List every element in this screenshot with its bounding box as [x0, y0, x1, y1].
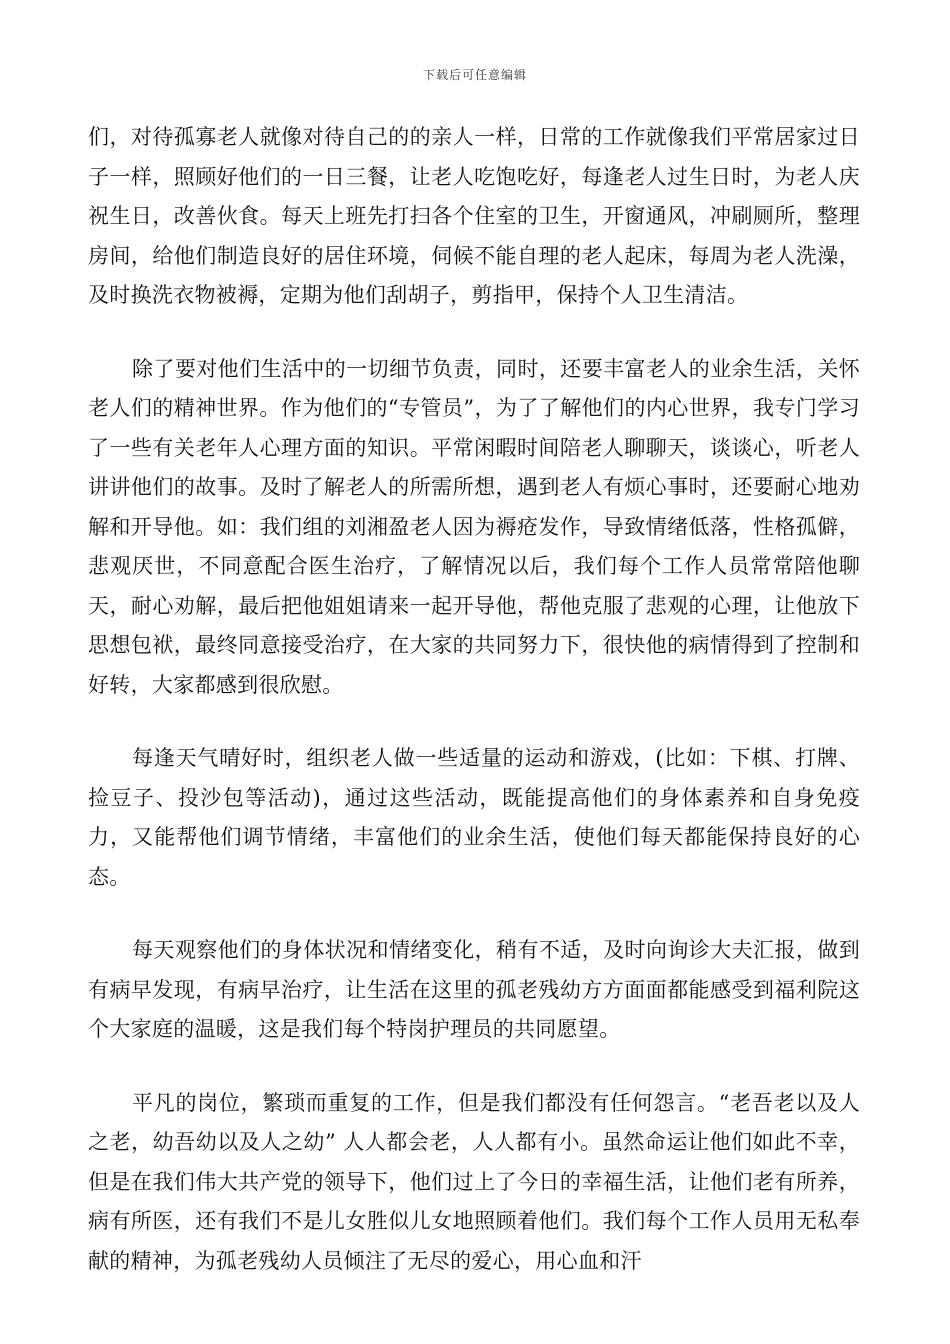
- paragraph-5: 平凡的岗位，繁琐而重复的工作，但是我们都没有任何怨言。“老吾老以及人之老，幼吾幼以及人之幼” 人人都会老，人人都有小。虽然命运让他们如此不幸，但是在我们伟大共产党的领导下，他们过上了今日的幸福生活，让他们老有所养，病有所医，还有我们不是儿女胜似儿女地照顾着他们。我们每个工作人员用无私奉献的精神，为孤老残幼人员倾注了无尽的爱心，用心血和汗: [88, 1090, 860, 1273]
- page-header: 下载后可任意编辑: [422, 68, 527, 82]
- document-body: [88, 118, 860, 1315]
- paragraph-3: 每逢天气晴好时，组织老人做一些适量的运动和游戏，(比如：下棋、打牌、捡豆子、投沙包等活动)，通过这些活动，既能提高他们的身体素养和自身免疫力，又能帮他们调节情绪，丰富他们的业余生活，使他们每天都能保持良好的心态。: [88, 746, 860, 889]
- paragraph-2: 除了要对他们生活中的一切细节负责，同时，还要丰富老人的业余生活，关怀老人们的精神世界。作为他们的“专管员”，为了了解他们的内心世界，我专门学习了一些有关老年人心理方面的知识。平常闲暇时间陪老人聊聊天，谈谈心，听老人讲讲他们的故事。及时了解老人的所需所想，遇到老人有烦心事时，还要耐心地劝解和开导他。如：我们组的刘湘盈老人因为褥疮发作，导致情绪低落，性格孤僻，悲观厌世，不同意配合医生治疗，了解情况以后，我们每个工作人员常常陪他聊天，耐心劝解，最后把他姐姐请来一起开导他，帮他克服了悲观的心理，让他放下思想包袱，最终同意接受治疗，在大家的共同努力下，很快他的病情得到了控制和好转，大家都感到很欣慰。: [88, 356, 860, 697]
- paragraph-4: 每天观察他们的身体状况和情绪变化，稍有不适，及时向询诊大夫汇报，做到有病早发现，有病早治疗，让生活在这里的孤老残幼方方面面都能感受到福利院这个大家庭的温暖，这是我们每个特岗护理员的共同愿望。: [88, 938, 860, 1041]
- paragraph-1: 们，对待孤寡老人就像对待自己的的亲人一样，日常的工作就像我们平常居家过日子一样，照顾好他们的一日三餐，让老人吃饱吃好，每逢老人过生日时，为老人庆祝生日，改善伙食。每天上班先打扫各个住室的卫生，开窗通风，冲刷厕所，整理房间，给他们制造良好的居住环境，伺候不能自理的老人起床，每周为老人洗澡，及时换洗衣物被褥，定期为他们刮胡子，剪指甲，保持个人卫生清洁。: [88, 125, 860, 307]
